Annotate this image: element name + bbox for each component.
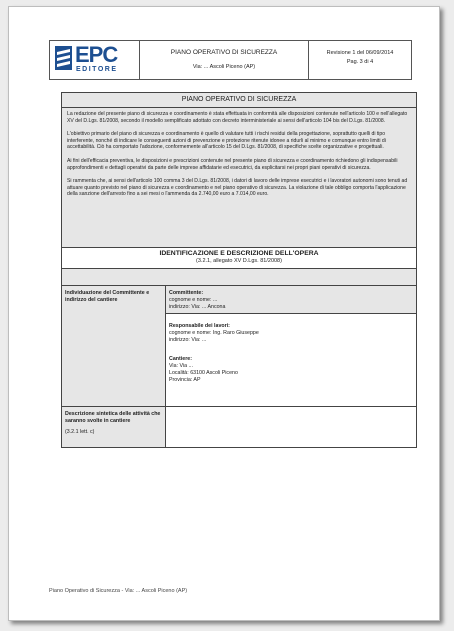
header-title: PIANO OPERATIVO DI SICUREZZA [170, 49, 278, 56]
details-table [61, 285, 417, 448]
header-revision-cell [309, 41, 411, 79]
committente-title: Committente: [169, 290, 204, 296]
row-content [166, 286, 416, 406]
identification-subtitle: (3.2.1, allegato XV D.Lgs. 81/2008) [196, 258, 282, 264]
document-page [8, 6, 440, 621]
row2-label: Descrizione sintetica delle attività che saranno svolte in cantiere [65, 411, 161, 424]
intro-paragraph: Si rammenta che, ai sensi dell'articolo 100 comma 3 del D.Lgs. 81/2008, i datori di lavoro delle imprese esecutrici e i lavoratori autonomi sono tenuti ad attuare quanto previsto nel piano di sicurezza e coordinamento e nel piano operativo di sicurezza. La violazione di tale obbligo comporta l'applicazione della sanzione dell'arresto fino a sei mesi o l'ammenda da 2.740,00 euro a 7.014,00 euro. [67, 178, 408, 198]
identification-section [61, 247, 417, 269]
intro-paragraph: Ai fini dell'efficacia preventiva, le disposizioni e prescrizioni contenute nel presente piano di sicurezza e coordinamento richiedono gli indispensabili approfondimenti e dettagli operativi da parte delle imprese affidatarie ed esecutrici, da esplicitarsi nei propri piani operativi di sicurezza. [67, 157, 398, 171]
table-row [62, 407, 416, 447]
logo-mark-icon [55, 46, 72, 70]
revision-text: Revisione 1 del 06/09/2014 [326, 50, 394, 56]
cantiere-title: Cantiere: [169, 356, 192, 362]
responsabile-title: Responsabile dei lavori: [169, 323, 230, 329]
logo-text: EPC [75, 42, 118, 67]
committente-group [169, 290, 413, 311]
page-footer: Piano Operativo di Sicurezza - Via: ... Ascoli Piceno (AP) [49, 588, 188, 594]
intro-paragraph: L'obiettivo primario del piano di sicurezza e coordinamento è quello di valutare tutti i rischi residui della progettazione, soprattutto quelli di tipo interferente, nonché di indicare le conseguenti azioni di prevenzione e protezione ritenute idonee a ridurli al minimo e comunque entro limiti di accettabilità. Ciò ha comportato l'adozione, conformemente all'articolo 15 del D.Lgs. 81/2008, di specifiche scelte organizzative e progettuali. [67, 131, 386, 151]
responsabile-name: cognome e nome: Ing. Raro Giuseppe [169, 330, 259, 336]
logo [50, 41, 140, 79]
cantiere-group [169, 356, 413, 384]
cantiere-localita: Località: 63100 Ascoli Piceno [169, 370, 238, 376]
row2-reference: (3.2.1 lett. c) [65, 429, 95, 435]
document-header [49, 40, 412, 80]
intro-body [62, 108, 416, 208]
header-address: Via: ... Ascoli Piceno (AP) [192, 64, 256, 70]
intro-paragraph: La redazione del presente piano di sicurezza e coordinamento è stata effettuata in conformità alle disposizioni contenute nell'articolo 100 e nell'allegato XV del D.Lgs. 81/2008, secondo il modello semplificato adottato con decreto interministeriale ai sensi dell'articolo 104 bis del D.Lgs. 81/2008. [67, 111, 408, 124]
cantiere-via: Via: Via ... [169, 363, 193, 369]
row-content [166, 407, 416, 447]
logo-subtext: EDITORE [76, 66, 118, 73]
identification-title: IDENTIFICAZIONE E DESCRIZIONE DELL'OPERA [159, 250, 319, 257]
intro-section [61, 92, 417, 314]
cantiere-provincia: Provincia: AP [169, 377, 201, 383]
header-title-cell [140, 41, 309, 79]
committente-address: indirizzo: Via: ... Ancona [169, 304, 226, 310]
row-label: Individuazione del Committente e indirizzo del cantiere [62, 286, 166, 406]
committente-name: cognome e nome: ... [169, 297, 218, 303]
page-number: Pag. 3 di 4 [346, 59, 374, 65]
intro-title: PIANO OPERATIVO DI SICUREZZA [62, 93, 416, 108]
row-label [62, 407, 166, 447]
table-row [62, 286, 416, 407]
responsabile-address: indirizzo: Via: ... [169, 337, 207, 343]
responsabile-group [169, 323, 413, 344]
